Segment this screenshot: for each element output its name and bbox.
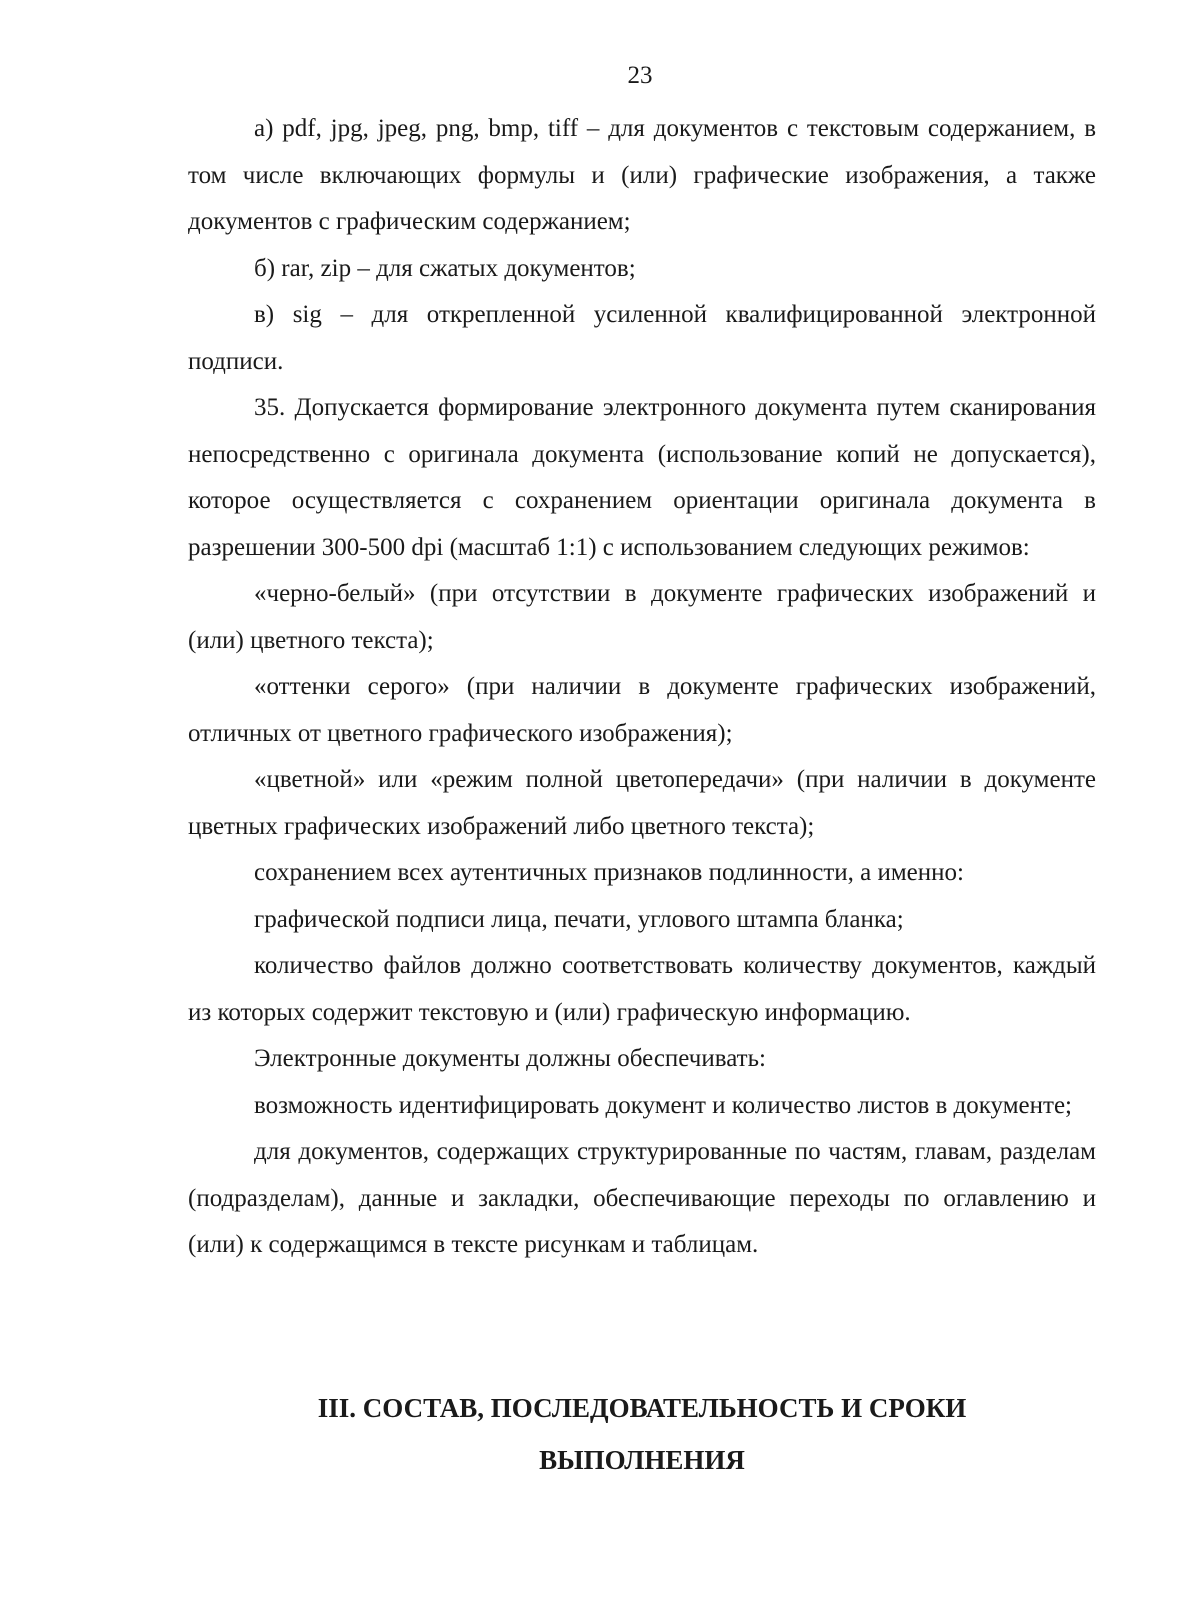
paragraph-mode-grayscale: «оттенки серого» (при наличии в документе графических изображений, отличных от цветного графического изображения); [188, 673, 1096, 747]
section-heading-line-2: ВЫПОЛНЕНИЯ [539, 1445, 745, 1475]
paragraph-mode-color: «цветной» или «режим полной цветопередачи» (при наличии в документе цветных графических изображений либо цветного текста); [188, 766, 1096, 840]
paragraph-formats-a: а) pdf, jpg, jpeg, png, bmp, tiff – для документов с текстовым содержанием, в том числе включающих формулы и (или) графические изображения, а также документов с графическим содержанием; [188, 115, 1096, 235]
paragraph-edocs-requirements: Электронные документы должны обеспечивать: [254, 1045, 766, 1072]
paragraph-item-35: 35. Допускается формирование электронного документа путем сканирования непосредственно с оригинала документа (использование копий не допускается), которое осуществляется с сохранением ориентации оригинала документа в разрешении 300-500 dpi (масштаб 1:1) с использованием следующих режимов: [188, 394, 1096, 561]
paragraph-formats-b: б) rar, zip – для сжатых документов; [254, 254, 636, 282]
section-heading [188, 1382, 1096, 1486]
paragraph-identify-document: возможность идентифицировать документ и количество листов в документе; [254, 1091, 1072, 1119]
body-text [188, 106, 1096, 1269]
paragraph-file-count: количество файлов должно соответствовать количеству документов, каждый из которых содержит текстовую и (или) графическую информацию. [188, 952, 1096, 1026]
paragraph-authenticity: сохранением всех аутентичных признаков подлинности, а именно: [254, 859, 964, 886]
page-number: 23 [627, 62, 653, 89]
paragraph-structured-documents: для документов, содержащих структурированные по частям, главам, разделам (подразделам), данные и закладки, обеспечивающие переходы по оглавлению и (или) к содержащимся в тексте рисункам и таблицам. [188, 1138, 1096, 1258]
section-heading-line-1: III. СОСТАВ, ПОСЛЕДОВАТЕЛЬНОСТЬ И СРОКИ [317, 1393, 967, 1423]
paragraph-formats-c: в) sig – для открепленной усиленной квалифицированной электронной подписи. [188, 301, 1096, 375]
paragraph-signature-stamp: графической подписи лица, печати, углового штампа бланка; [254, 905, 904, 933]
paragraph-mode-bw: «черно-белый» (при отсутствии в документе графических изображений и (или) цветного текста); [188, 580, 1096, 654]
